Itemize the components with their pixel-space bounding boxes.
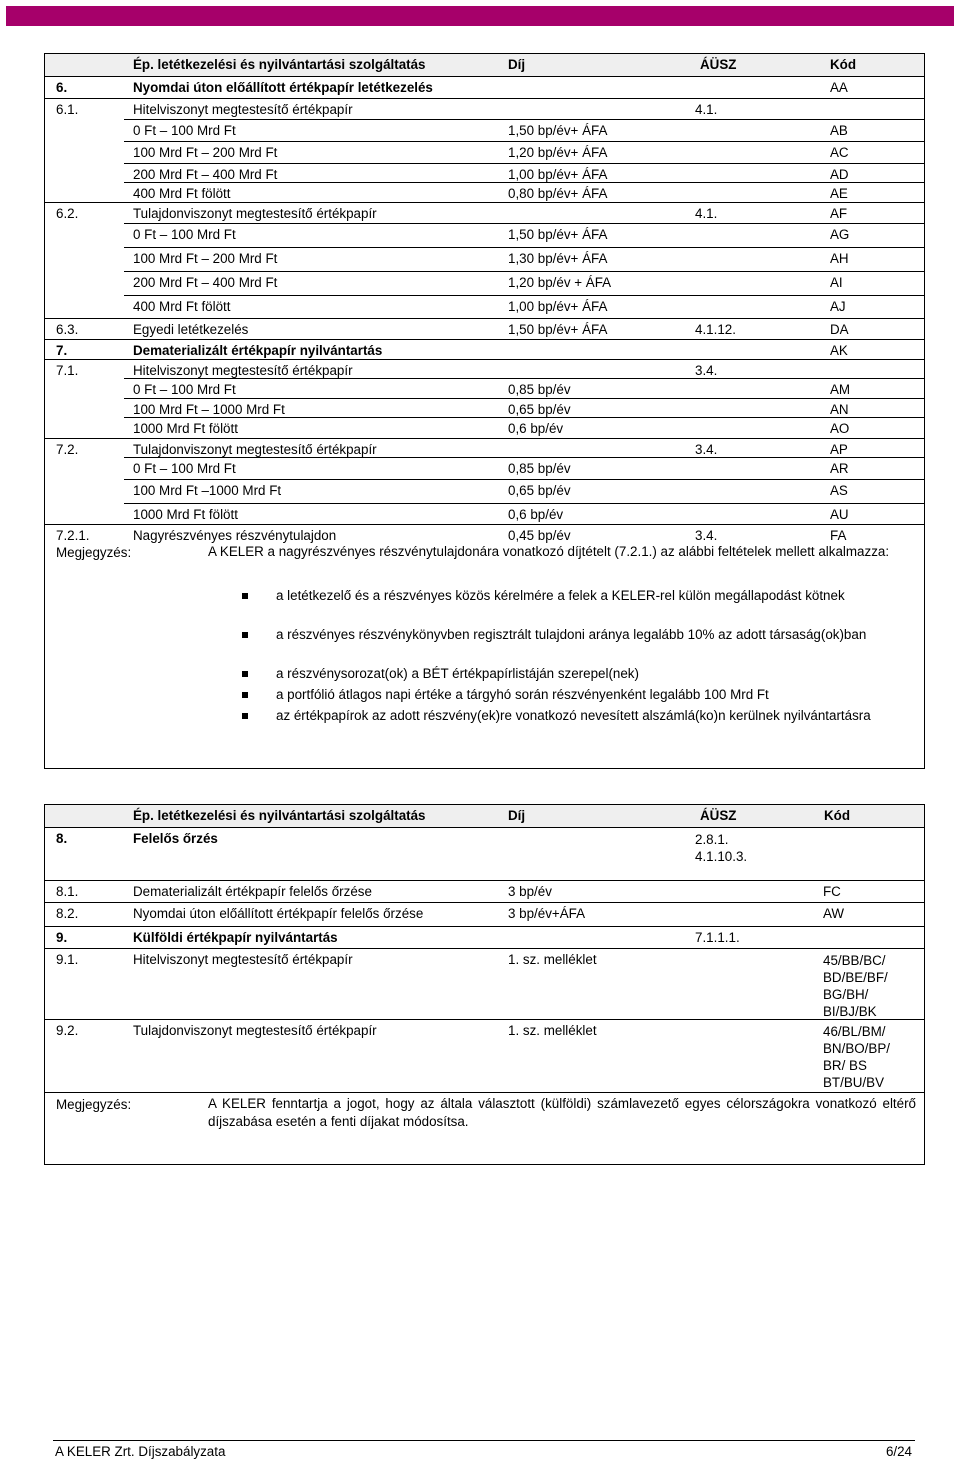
cell-name: Dematerializált értékpapír nyilvántartás <box>133 343 383 358</box>
table-row <box>45 504 924 524</box>
table-row <box>45 926 924 948</box>
cell-ausz: 2.8.1. 4.1.10.3. <box>695 832 748 864</box>
table-row <box>45 98 924 120</box>
cell-num: 7.1. <box>56 363 79 378</box>
note-text: A KELER fenntartja a jogot, hogy az általa választott (külföldi) számlavezető egyes célországokra vonatkozó eltérő díjszabása esetén a fenti díjakat módosítsa. <box>208 1096 916 1129</box>
cell-fee: 1,20 bp/év + ÁFA <box>508 275 612 290</box>
page-number: 6/24 <box>885 1444 912 1459</box>
row-divider <box>124 398 924 399</box>
cell-fee: 0,85 bp/év <box>508 382 571 397</box>
cell-name: 400 Mrd Ft fölött <box>133 186 231 201</box>
cell-ausz: 7.1.1.1. <box>695 930 740 945</box>
note-label: Megjegyzés: <box>56 545 132 560</box>
row-divider <box>124 119 924 120</box>
row-divider <box>124 295 924 296</box>
cell-ausz: 3.4. <box>695 442 718 457</box>
cell-code: AK <box>830 343 848 358</box>
cell-ausz: 3.4. <box>695 363 718 378</box>
header-code: Kód <box>830 57 857 72</box>
table-row <box>45 948 924 1019</box>
cell-fee: 0,6 bp/év <box>508 421 564 436</box>
cell-name: 200 Mrd Ft – 400 Mrd Ft <box>133 275 278 290</box>
cell-name: Hitelviszonyt megtestesítő értékpapír <box>133 363 353 378</box>
cell-num: 7. <box>56 343 68 358</box>
cell-name: 200 Mrd Ft – 400 Mrd Ft <box>133 167 278 182</box>
row-divider <box>124 457 924 458</box>
cell-fee: 1,50 bp/év+ ÁFA <box>508 227 608 242</box>
cell-code: AW <box>823 906 845 921</box>
cell-fee: 3 bp/év <box>508 884 552 899</box>
condition-item: a portfólió átlagos napi értéke a tárgyhó során részvényenként legalább 100 Mrd Ft <box>276 687 769 702</box>
cell-num: 9.2. <box>56 1023 79 1038</box>
footer-divider <box>53 1440 915 1441</box>
cell-name: 100 Mrd Ft – 1000 Mrd Ft <box>133 402 285 417</box>
cell-num: 9.1. <box>56 952 79 967</box>
header-code: Kód <box>824 808 851 823</box>
table-row <box>45 296 924 318</box>
cell-fee: 0,65 bp/év <box>508 402 571 417</box>
cell-code: AD <box>830 167 849 182</box>
cell-fee: 1,50 bp/év+ ÁFA <box>508 123 608 138</box>
table-row <box>45 248 924 272</box>
bullet-icon <box>242 713 248 719</box>
cell-fee: 1,00 bp/év+ ÁFA <box>508 167 608 182</box>
table-row <box>45 318 924 339</box>
table-row <box>45 438 924 458</box>
cell-name: 0 Ft – 100 Mrd Ft <box>133 461 236 476</box>
table-header <box>45 805 924 827</box>
note-row <box>45 543 924 783</box>
note-text: A KELER a nagyrészvényes részvénytulajdonára vonatkozó díjtételt (7.2.1.) az alábbi feltételek mellett alkalmazza: <box>208 544 890 559</box>
table-row <box>45 399 924 418</box>
cell-num: 6.1. <box>56 102 79 117</box>
condition-item: a részvénysorozat(ok) a BÉT értékpapírlistáján szerepel(nek) <box>276 666 639 681</box>
table-row <box>45 418 924 438</box>
cell-num: 6.2. <box>56 206 79 221</box>
cell-code: FC <box>823 884 841 899</box>
table-row <box>45 142 924 164</box>
footer-title: A KELER Zrt. Díjszabályzata <box>55 1444 226 1459</box>
cell-ausz: 4.1. <box>695 102 718 117</box>
cell-ausz: 4.1. <box>695 206 718 221</box>
cell-name: 100 Mrd Ft – 200 Mrd Ft <box>133 145 278 160</box>
cell-fee: 0,85 bp/év <box>508 461 571 476</box>
cell-code: AG <box>830 227 850 242</box>
table-row <box>45 202 924 224</box>
cell-code: AF <box>830 206 848 221</box>
cell-fee: 0,65 bp/év <box>508 483 571 498</box>
table-row <box>45 480 924 504</box>
fee-table-custody <box>44 53 925 769</box>
cell-code: AS <box>830 483 848 498</box>
table-row <box>45 120 924 142</box>
row-divider <box>124 163 924 164</box>
row-divider <box>124 223 924 224</box>
note-row <box>45 1092 924 1152</box>
cell-name: Tulajdonviszonyt megtestesítő értékpapír <box>133 1023 377 1038</box>
cell-num: 6. <box>56 80 68 95</box>
row-divider <box>124 503 924 504</box>
cell-code: AJ <box>830 299 846 314</box>
cell-fee: 0,80 bp/év+ ÁFA <box>508 186 608 201</box>
cell-fee: 1,30 bp/év+ ÁFA <box>508 251 608 266</box>
cell-fee: 3 bp/év+ÁFA <box>508 906 586 921</box>
brand-bar <box>6 6 954 26</box>
row-divider <box>124 417 924 418</box>
table-row <box>45 339 924 359</box>
cell-code: AA <box>830 80 848 95</box>
cell-name: Hitelviszonyt megtestesítő értékpapír <box>133 102 353 117</box>
cell-name: Tulajdonviszonyt megtestesítő értékpapír <box>133 206 377 221</box>
table-body <box>45 827 924 1092</box>
cell-name: Nyomdai úton előállított értékpapír felelős őrzése <box>133 906 424 921</box>
table-header <box>45 54 924 76</box>
row-divider <box>124 479 924 480</box>
cell-num: 8. <box>56 831 68 846</box>
bullet-icon <box>242 632 248 638</box>
table-row <box>45 827 924 880</box>
cell-code: AB <box>830 123 848 138</box>
row-divider <box>124 182 924 183</box>
table-body <box>45 76 924 543</box>
cell-name: 0 Ft – 100 Mrd Ft <box>133 123 236 138</box>
cell-code: AE <box>830 186 848 201</box>
cell-code: AU <box>830 507 849 522</box>
cell-name: 0 Ft – 100 Mrd Ft <box>133 382 236 397</box>
condition-item: a letétkezelő és a részvényes közös kérelmére a felek a KELER-rel külön megállapodást kötnek <box>276 588 845 603</box>
table-row <box>45 76 924 98</box>
bullet-icon <box>242 593 248 599</box>
cell-code: 45/BB/BC/ BD/BE/BF/ BG/BH/ BI/BJ/BK <box>823 953 888 1019</box>
header-ausz: ÁÜSZ <box>700 57 737 72</box>
cell-ausz: 4.1.12. <box>695 322 736 337</box>
table-row <box>45 272 924 296</box>
cell-name: 100 Mrd Ft –1000 Mrd Ft <box>133 483 282 498</box>
note-label: Megjegyzés: <box>56 1097 132 1112</box>
cell-name: 400 Mrd Ft fölött <box>133 299 231 314</box>
cell-name: Egyedi letétkezelés <box>133 322 249 337</box>
cell-fee: 0,6 bp/év <box>508 507 564 522</box>
cell-num: 8.1. <box>56 884 79 899</box>
cell-code: AN <box>830 402 849 417</box>
cell-code: DA <box>830 322 849 337</box>
cell-num: 9. <box>56 930 68 945</box>
cell-num: 6.3. <box>56 322 79 337</box>
header-service: Ép. letétkezelési és nyilvántartási szolgáltatás <box>133 808 426 823</box>
row-divider <box>124 378 924 379</box>
row-divider <box>124 247 924 248</box>
table-row <box>45 902 924 926</box>
table-row <box>45 359 924 379</box>
table-row <box>45 1019 924 1092</box>
cell-code: AO <box>830 421 850 436</box>
header-service: Ép. letétkezelési és nyilvántartási szolgáltatás <box>133 57 426 72</box>
header-fee: Díj <box>508 808 526 823</box>
table-row <box>45 458 924 480</box>
cell-name: 0 Ft – 100 Mrd Ft <box>133 227 236 242</box>
table-row <box>45 880 924 902</box>
cell-ausz: 3.4. <box>695 528 718 543</box>
table-row <box>45 164 924 183</box>
table-row <box>45 379 924 399</box>
bullet-icon <box>242 671 248 677</box>
cell-code: 46/BL/BM/ BN/BO/BP/ BR/ BS BT/BU/BV <box>823 1024 890 1090</box>
cell-num: 8.2. <box>56 906 79 921</box>
cell-num: 7.2.1. <box>56 528 90 543</box>
cell-code: AI <box>830 275 843 290</box>
table-row <box>45 183 924 202</box>
table-row <box>45 524 924 543</box>
cell-code: AP <box>830 442 848 457</box>
table-row <box>45 224 924 248</box>
row-divider <box>124 271 924 272</box>
cell-fee: 1,00 bp/év+ ÁFA <box>508 299 608 314</box>
cell-name: 1000 Mrd Ft fölött <box>133 421 238 436</box>
header-fee: Díj <box>508 57 526 72</box>
cell-name: Hitelviszonyt megtestesítő értékpapír <box>133 952 353 967</box>
cell-code: FA <box>830 528 847 543</box>
cell-name: Tulajdonviszonyt megtestesítő értékpapír <box>133 442 377 457</box>
condition-item: a részvényes részvénykönyvben regisztrált tulajdoni aránya legalább 10% az adott társaság(ok)ban <box>276 627 867 642</box>
cell-name: 100 Mrd Ft – 200 Mrd Ft <box>133 251 278 266</box>
cell-name: Nyomdai úton előállított értékpapír letétkezelés <box>133 80 433 95</box>
cell-fee: 1,20 bp/év+ ÁFA <box>508 145 608 160</box>
cell-code: AH <box>830 251 849 266</box>
condition-item: az értékpapírok az adott részvény(ek)re vonatkozó nevesített alszámlá(ko)n kerülnek nyilvántartásra <box>276 708 871 723</box>
cell-fee: 1. sz. melléklet <box>508 952 597 967</box>
cell-code: AC <box>830 145 849 160</box>
cell-code: AR <box>830 461 849 476</box>
cell-num: 7.2. <box>56 442 79 457</box>
cell-name: Nagyrészvényes részvénytulajdon <box>133 528 337 543</box>
row-divider <box>124 141 924 142</box>
cell-name: Dematerializált értékpapír felelős őrzése <box>133 884 372 899</box>
cell-fee: 1,50 bp/év+ ÁFA <box>508 322 608 337</box>
fee-table-safekeeping <box>44 804 925 1165</box>
cell-name: 1000 Mrd Ft fölött <box>133 507 238 522</box>
cell-name: Felelős őrzés <box>133 831 218 846</box>
bullet-icon <box>242 692 248 698</box>
cell-code: AM <box>830 382 851 397</box>
cell-name: Külföldi értékpapír nyilvántartás <box>133 930 338 945</box>
cell-fee: 1. sz. melléklet <box>508 1023 597 1038</box>
header-ausz: ÁÜSZ <box>700 808 737 823</box>
cell-fee: 0,45 bp/év <box>508 528 571 543</box>
